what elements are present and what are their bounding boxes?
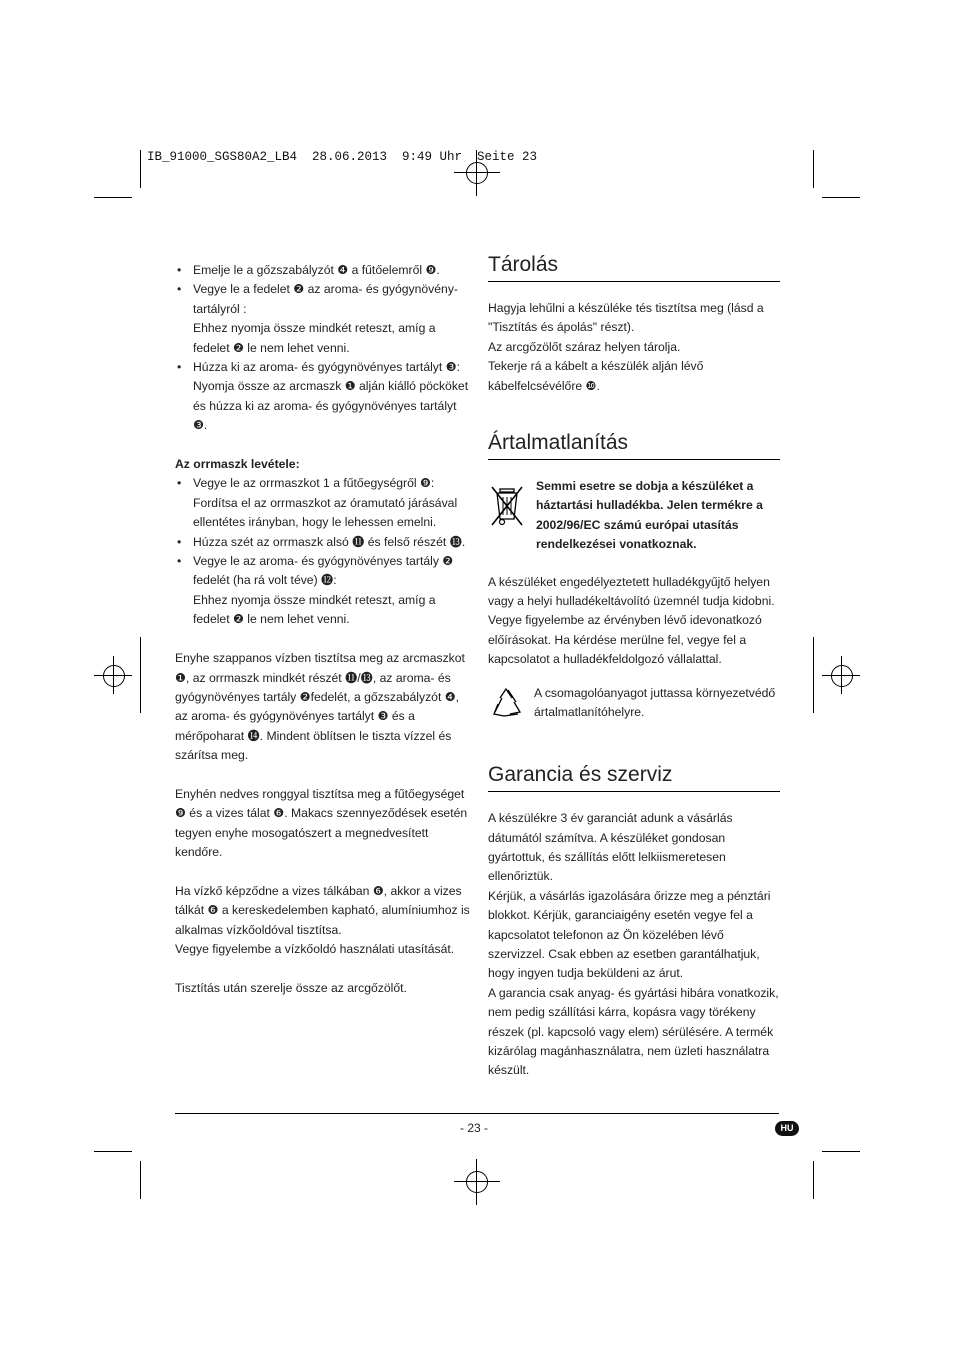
crossed-bin-icon — [488, 477, 526, 555]
section-heading-storage: Tárolás — [488, 252, 780, 282]
paragraph: Hagyja lehűlni a készüléke tés tisztítsa meg (lásd a "Tisztítás és ápolás" részt). — [488, 301, 764, 335]
warning-text: Semmi esetre se dobja a készüléket a háztartási hulladékba. Jelen termékre a 2002/96/EC számú európai utasítás rendelkezései vonatkoznak. — [536, 479, 763, 552]
page-number: - 23 - — [460, 1121, 489, 1135]
right-column — [488, 252, 780, 1081]
paragraph: Vegye figyelembe az érvényben lévő idevonatkozó előírásokat. Ha kérdése merülne fel, vegye fel a kapcsolatot a hulladékfeldolgozó vállalattal. — [488, 613, 762, 667]
recycle-icon — [488, 684, 526, 728]
crop-mark — [140, 1161, 141, 1199]
nose-mask-steps — [175, 474, 470, 629]
crop-mark — [94, 197, 132, 198]
footer-rule — [175, 1113, 779, 1114]
cleaning-steps — [175, 261, 470, 436]
recycling-note — [488, 684, 780, 728]
crop-mark — [94, 1151, 132, 1152]
section-heading-warranty: Garancia és szerviz — [488, 762, 780, 792]
registration-mark — [140, 637, 141, 713]
crop-mark — [822, 197, 860, 198]
list-item: • Vegye le az orrmaszkot 1 a fűtőegységről ❾: Fordítsa el az orrmaszkot az óramutató járásával ellentétes irányban, hogy le lehessen emelni. — [175, 474, 470, 532]
crop-mark — [813, 1161, 814, 1199]
paragraph: A készüléket engedélyeztetett hulladékgyűjtő helyen vagy a helyi hulladékeltávolító üzemnél tudja kidobni. — [488, 574, 775, 609]
registration-circle — [831, 665, 853, 687]
crop-mark — [813, 150, 814, 188]
list-item: • Emelje le a gőzszabályzót ❹ a fűtőelemről ❾. — [175, 261, 470, 280]
list-item: • Vegye le az aroma- és gyógynövényes tartály ❷ fedelét (ha rá volt téve) ⓬: Ehhez nyomja össze mindkét reteszt, amíg a fedelet ❷ le nem lehet venni. — [175, 552, 470, 630]
list-item: • Vegye le a fedelet ❷ az aroma- és gyógynövény-tartályról : Ehhez nyomja össze mindkét reteszt, amíg a fedelet ❷ le nem lehet venni. — [175, 280, 470, 358]
paragraph: Enyhén nedves ronggyal tisztítsa meg a fűtőegységet ❾ és a vizes tálat ❻. Makacs szennyeződések esetén tegyen enyhe mosogatószert a megnedvesített kendőre. — [175, 786, 468, 860]
list-item: • Húzza ki az aroma- és gyógynövényes tartályt ❸: Nyomja össze az arcmaszk ❶ alján kiálló pöcköket és húzza ki az aroma- és gyógynövényes tartályt ❸. — [175, 358, 470, 436]
paragraph: Az arcgőzölőt száraz helyen tárolja. — [488, 339, 681, 354]
crop-mark — [822, 1151, 860, 1152]
subheading: Az orrmaszk levétele: — [175, 457, 300, 472]
paragraph: Tisztítás után szerelje össze az arcgőzölőt. — [175, 980, 407, 995]
print-slug: IB_91000_SGS80A2_LB4 28.06.2013 9:49 Uhr Seite 23 — [147, 150, 538, 164]
list-item: • Húzza szét az orrmaszk alsó ⓫ és felső részét ⓭. — [175, 533, 470, 552]
section-heading-disposal: Ártalmatlanítás — [488, 430, 780, 460]
paragraph: Enyhe szappanos vízben tisztítsa meg az arcmaszkot ❶, az orrmaszk mindkét részét ⓫/⓭, az aroma- és gyógynövényes tartály ❷fedelét, a gőzszabályzót ❹, az aroma- és gyógynövényes tartályt ❸ és a mérőpoharat ⓮. Mindent öblítsen le tiszta vízzel és szárítsa meg. — [175, 651, 465, 763]
paragraph: Tekerje rá a kábelt a készülék alján lévő kábelfelcsévélőre ❿. — [488, 359, 704, 393]
registration-circle — [103, 665, 125, 687]
paragraph: Kérjük, a vásárlás igazolására őrizze meg a pénztári blokkot. Kérjük, garanciaigény esetén vegye fel a kapcsolatot telefonon az Ön közelében lévő szervizzel. Csak ebben az esetben garantálhatjuk, hogy ingyen tudja beküldeni az árut. — [488, 888, 771, 981]
paragraph: Ha vízkő képződne a vizes tálkában ❻, akkor a vizes tálkát ❻ a kereskedelemben kapható, alumíniumhoz is alkalmas vízkőoldóval tisztítsa. — [175, 883, 470, 937]
paragraph: Vegye figyelembe a vízkőoldó használati utasítását. — [175, 942, 455, 957]
registration-circle — [466, 162, 488, 184]
left-column — [175, 261, 470, 998]
registration-circle — [466, 1171, 488, 1193]
paragraph: A garancia csak anyag- és gyártási hibára vonatkozik, nem pedig szállítási kárra, kopásra vagy törékeny részek (pl. kapcsoló vagy elem) sérülésére. A termék kizárólag magánhasználatra, nem üzleti használatra készült. — [488, 985, 779, 1078]
recycling-text: A csomagolóanyagot juttassa környezetvédő ártalmatlanítóhelyre. — [534, 685, 776, 720]
crop-mark — [140, 150, 141, 188]
disposal-warning — [488, 477, 780, 555]
language-badge: HU — [775, 1121, 799, 1136]
registration-mark — [813, 637, 814, 713]
paragraph: A készülékre 3 év garanciát adunk a vásárlás dátumától számítva. A készüléket gondosan gyártottuk, és szállítás előtt lelkiismeretesen ellenőriztük. — [488, 811, 733, 884]
